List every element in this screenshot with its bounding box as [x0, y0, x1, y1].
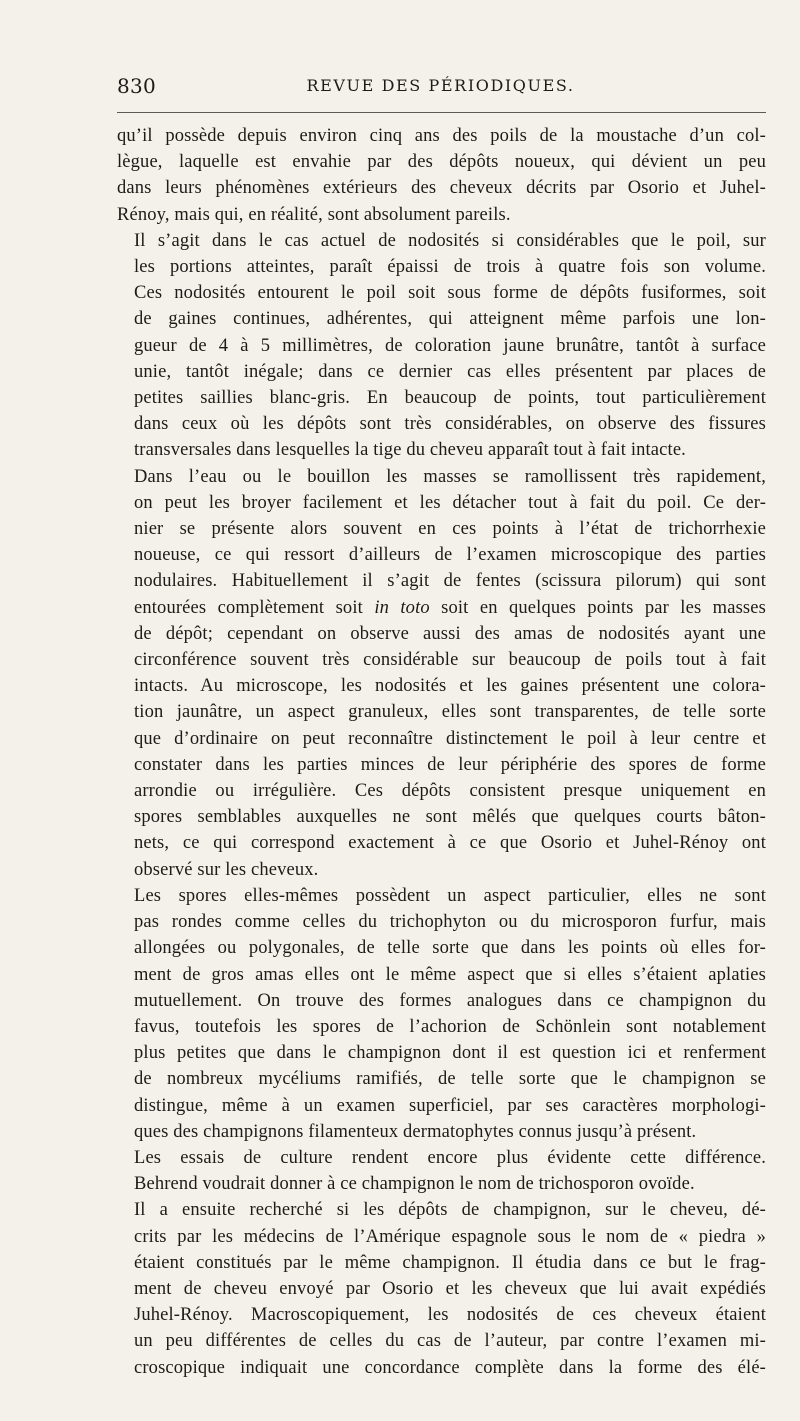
text-line: nodulaires. Habituellement il s’agit de fentes (scissura pilorum) qui sont — [134, 571, 766, 592]
text-line: de dépôt; cependant on observe aussi des amas de nodosités ayant une — [134, 623, 766, 644]
text-line: favus, toutefois les spores de l’achorion de Schönlein sont notablement — [134, 1016, 766, 1037]
text-line: que d’ordinaire on peut reconnaître distinctement le poil à leur centre et — [134, 728, 766, 749]
text-line: de gaines continues, adhérentes, qui atteignent même parfois une lon- — [134, 309, 766, 330]
text-line: nier se présente alors souvent en ces points à l’état de trichorrhexie — [134, 519, 766, 540]
journal-title: REVUE DES PÉRIODIQUES. — [306, 76, 575, 95]
text-line: Il a ensuite recherché si les dépôts de champignon, sur le cheveu, dé- — [134, 1200, 766, 1221]
article-body — [117, 123, 766, 1381]
text-line: distingue, même à un examen superficiel, par ses caractères morphologi- — [134, 1095, 766, 1116]
text-line: pas rondes comme celles du trichophyton ou du microsporon furfur, mais — [134, 912, 766, 933]
paragraph — [117, 1197, 766, 1380]
text-line: intacts. Au microscope, les nodosités et les gaines présentent une colora- — [134, 676, 766, 697]
text-line: spores semblables auxquelles ne sont mêlés que quelques courts bâton- — [134, 807, 766, 828]
text-line: ment de gros amas elles ont le même aspect que si elles s’étaient aplaties — [134, 964, 766, 985]
text-line: petites saillies blanc-gris. En beaucoup de points, tout particulièrement — [134, 388, 766, 409]
text-line: arrondie ou irrégulière. Ces dépôts consistent presque uniquement en — [134, 781, 766, 802]
text-line: Rénoy, mais qui, en réalité, sont absolument pareils. — [117, 204, 511, 225]
page-number: 830 — [117, 74, 157, 98]
text-line: ques des champignons filamenteux dermatophytes connus jusqu’à présent. — [134, 1121, 697, 1142]
text-line: gueur de 4 à 5 millimètres, de coloration jaune brunâtre, tantôt à surface — [134, 335, 766, 356]
text-line: mutuellement. On trouve des formes analogues dans ce champignon du — [134, 990, 766, 1011]
text-line: Ces nodosités entourent le poil soit sous forme de dépôts fusiformes, soit — [134, 283, 766, 304]
paragraph — [117, 123, 766, 228]
text-line: constater dans les parties minces de leur périphérie des spores de forme — [134, 754, 766, 775]
text-line: nets, ce qui correspond exactement à ce que Osorio et Juhel-Rénoy ont — [134, 833, 766, 854]
text-line: étaient constitués par le même champignon. Il étudia dans ce but le frag- — [134, 1252, 766, 1273]
text-line: Juhel-Rénoy. Macroscopiquement, les nodosités de ces cheveux étaient — [134, 1305, 766, 1326]
text-line: circonférence souvent très considérable sur beaucoup de poils tout à fait — [134, 650, 766, 671]
text-line: qu’il possède depuis environ cinq ans des poils de la moustache d’un col- — [117, 126, 766, 146]
line-suffix: soit en quelques points par les masses — [429, 597, 766, 618]
text-line: transversales dans lesquelles la tige du cheveu apparaît tout à fait intacte. — [134, 440, 686, 461]
text-line: tion jaunâtre, un aspect granuleux, elles sont transparentes, de telle sorte — [134, 702, 766, 723]
text-line: noueuse, ce qui ressort d’ailleurs de l’examen microscopique des parties — [134, 545, 766, 566]
text-line: lègue, laquelle est envahie par des dépôts noueux, qui dévient un peu — [117, 152, 766, 173]
text-line: on peut les broyer facilement et les détacher tout à fait du poil. Ce der- — [134, 492, 766, 513]
text-line: ment de cheveu envoyé par Osorio et les cheveux que lui avait expédiés — [134, 1278, 766, 1299]
text-line-with-italic — [117, 595, 766, 621]
text-line: crits par les médecins de l’Amérique espagnole sous le nom de « piedra » — [134, 1226, 766, 1247]
text-line: allongées ou polygonales, de telle sorte que dans les points où elles for- — [134, 938, 766, 959]
running-head — [117, 74, 764, 98]
text-line: dans leurs phénomènes extérieurs des cheveux décrits par Osorio et Juhel- — [117, 178, 766, 199]
line-prefix: entourées complètement soit — [134, 597, 375, 618]
text-line: observé sur les cheveux. — [134, 859, 319, 880]
text-line: Dans l’eau ou le bouillon les masses se ramollissent très rapidement, — [134, 466, 766, 487]
text-line: unie, tantôt inégale; dans ce dernier cas elles présentent par places de — [134, 361, 766, 382]
text-line: les portions atteintes, paraît épaissi de trois à quatre fois son volume. — [134, 257, 766, 278]
text-line: Les spores elles-mêmes possèdent un aspect particulier, elles ne sont — [134, 885, 766, 906]
text-line: un peu différentes de celles du cas de l’auteur, par contre l’examen mi- — [134, 1331, 766, 1352]
text-line: Behrend voudrait donner à ce champignon le nom de trichosporon ovoïde. — [134, 1174, 695, 1195]
paragraph — [117, 1145, 766, 1197]
text-line: croscopique indiquait une concordance complète dans la forme des élé- — [134, 1357, 766, 1378]
text-line: dans ceux où les dépôts sont très considérables, on observe des fissures — [134, 414, 766, 435]
paragraph — [117, 464, 766, 883]
paragraph — [117, 883, 766, 1145]
text-line: Les essais de culture rendent encore plus évidente cette différence. — [134, 1147, 766, 1168]
italic-term: in toto — [374, 597, 430, 618]
text-line: de nombreux mycéliums ramifiés, de telle sorte que le champignon se — [134, 1069, 766, 1090]
text-line: Il s’agit dans le cas actuel de nodosités si considérables que le poil, sur — [134, 230, 766, 251]
text-line: plus petites que dans le champignon dont il est question ici et renferment — [134, 1043, 766, 1064]
header-rule — [117, 112, 766, 113]
paragraph — [117, 228, 766, 464]
